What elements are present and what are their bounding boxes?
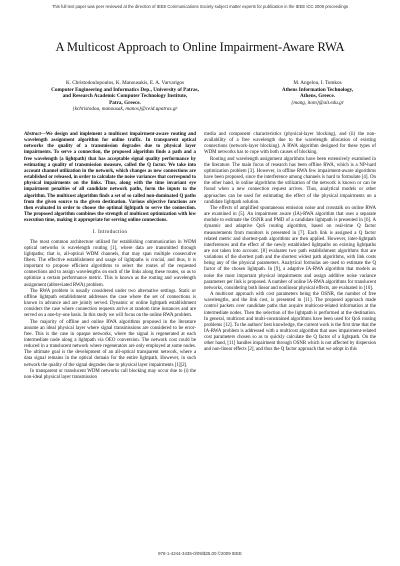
affiliation-right-1: Athens Information Technology, — [281, 86, 354, 93]
emails-left: {kchristodou, manousak, manos}@ceid.upatras.gr — [72, 106, 178, 112]
abstract-label: Abstract — [24, 132, 41, 137]
abstract: Abstract—We design and implement a multicost impairment-aware routing and wavelength assignment algorithm for online traffic. In transparent optical networks the quality of a transmission degrades due to physical layer impairments. To serve a connection, the proposed algorithm finds a path and a free wavelength (a lightpath) that has acceptable signal quality performance by estimating a quality of transmission measure, called the Q factor. We take into account channel utilization in the network, which changes as new connections are established or released, in order to calculate the noise variances that correspond to physical impairments on the links. Thus, along with the time invariant eye impairment penalties of all candidate network paths, form the inputs to the algorithm. The multicost algorithm finds a set of so called non-dominated Q paths from the given source to the given destination. Various objective functions are then evaluated in order to choose the optimal lightpath to serve the connection. The proposed algorithm combines the strength of multicost optimization with low execution time, making it appropriate for serving online connections. — [24, 132, 196, 224]
abstract-text: We design and implement a multicost impairment-aware routing and wavelength assignment algorithm for online traffic. In transparent optical networks the quality of a transmission degrades due to physical layer impairments. To serve a connection, the proposed algorithm finds a path and a free wavelength (a lightpath) that has acceptable signal quality performance by estimating a quality of transmission measure, called the Q factor. We take into account channel utilization in the network, which changes as new connections are established or released, in order to calculate the noise variances that correspond to physical impairments on the links. Thus, along with the time invariant eye impairment penalties of all candidate network paths, form the inputs to the algorithm. The multicost algorithm finds a set of so called non-dominated Q paths from the given source to the given destination. Various objective functions are then evaluated in order to choose the optimal lightpath to serve the connection. The proposed algorithm combines the strength of multicost optimization with low execution time, making it appropriate for serving online connections. — [24, 132, 196, 224]
authors-left — [15, 80, 235, 113]
left-column — [24, 132, 196, 381]
authors-right — [250, 80, 385, 106]
affiliation-left-1: Computer Engineering and Informatics Dep., University of Patras, — [51, 86, 199, 93]
paragraph: media and component characteristics (physical-layer blocking), and (ii) the non-availability of a free wavelength due to the wavelength allocation of existing connections (network-layer blocking). A RWA algorithm designed for these types of WDM networks has to cope with both causes of blocking. — [204, 132, 376, 156]
author-names-left: K. Christodoulopoulos, K. Manousakis, E. A. Varvarigos — [65, 80, 185, 86]
emails-right: {mang, itom}@ait.edu.gr — [291, 99, 344, 106]
affiliation-left-city: Patra, Greece. — [109, 99, 141, 106]
paragraph: In transparent or translucent WDM networks call blocking may occur due to (i) the non-ideal physical layer transmission — [24, 368, 196, 380]
paragraph: The effects of amplified spontaneous emission noise and crosstalk on online RWA are examined in [5]. An impairment aware (IA)-RWA algorithm that uses a separate module to estimate the OSNR and PMD of a candidate lightpath is presented in [6]. A dynamic and adaptive QoS routing algorithm, based on real-time Q factor measurements from monitors is presented in [7]. Each link is assigned a Q factor related metric and shortest-path algorithms are then applied. However, inter-lightpath interferences and the effect of the newly established lightpaths on existing lightpaths are not taken into account. [8] evaluates two path establishment algorithms that are variations of the shortest path and the shortest widest path algorithms, with link costs being any of the physical parameters. Analytical formulas are used to estimate the Q factor of the chosen lightpath. In [9], a adaptive IA-RWA algorithm that models as noise the most important physical impairments and assign additive noise variance parameters per link is proposed. A number of online IA-RWA algorithms for translucent networks, considering both linear and nonlinear physical effects, are evaluated in [10]. — [204, 205, 376, 291]
affiliation-right-city: Athens, Greece. — [300, 93, 335, 99]
header-note: This full text paper was peer reviewed at the direction of IEEE Communications Society subject matter experts for publication in the IEEE ICC 2009 proceedings — [51, 4, 349, 9]
paper-title: A Multicost Approach to Online Impairment-Aware RWA — [55, 40, 345, 54]
paragraph: The RWA problem is usually considered under two alternative settings. Static or offline lightpath establishment addresses the case where the set of connections is known in advance and are jointly served. Dynamic or online lightpath establishment considers the case where connection requests arrive at random time instances and are served on a one-by-one basis. In this study we will focus on the online RWA problem. — [24, 288, 196, 319]
paragraph: The majority of offline and online RWA algorithms proposed in the literature assume an ideal physical layer where signal transmissions are considered to be error-free. This is the case in opaque networks, where the signal is regenerated at each intermediate node along a lightpath via OEO conversion. The network cost could be reduced in a translucent network where regenerators are only employed at some nodes. The ultimate goal is the development of an all-optical transparent network, where a data signal remains in the optical domain for the entire lightpath. However, in such network the quality of the signal degrades due to physical layer impairments [1][2]. — [24, 319, 196, 368]
right-column — [204, 132, 376, 354]
author-names-right: M. Angelou, I. Tomkos — [293, 80, 342, 86]
paragraph: The most common architecture utilized for establishing communication in WDM optical networks is wavelength routing [1], where data are transmitted through lightpaths; that is, all-optical WDM channels, that may span multiple consecutive fibers. The effective establishment and usage of lightpaths is crucial, and thus, it is important to propose efficient algorithms to select the routes of the requested connections and to assign wavelengths on each of the links along these routes, so as to optimize a certain performance metric. This is known as the routing and wavelength assignment (abbreviated RWA) problem. — [24, 239, 196, 288]
paragraph: Routing and wavelength assignment algorithms have been extensively examined in the literature. The main focus of research has been offline RWA, which is a NP-hard optimization problem [3]. However, in offline RWA few impairment-aware algorithms have been proposed, since the interference among channels is hard to formulate [4]. On the other hand, in online algorithms the utilization of the network is known or can be found when a new connection request arrives. Thus, analytical models or other approaches can be used for estimating the effect of the physical impairments on a candidate lightpath solution. — [204, 156, 376, 205]
footer-copyright: 978-1-4244-3435-0/09/$25.00 ©2009 IEEE — [158, 551, 242, 556]
section-heading-introduction: I. Introduction — [92, 229, 128, 236]
paragraph: A multicost approach with cost parameters being the OSNR, the number of free wavelengths, and the link cost, is presented in [11]. The proposed approach made control packets over candidate paths that acquire multicost-related information at the intermediate nodes. Then the selection of the lightpath is performed at the destination. In general, multicost and multi-constrained algorithms have been used for QoS routing problems [12]. To the authors' best knowledge, the current work is the first time that the IA-RWA problem is addressed with a multicost algorithm that uses impairment-related cost parameters chosen so as to quickly calculate the Q factor of a lightpath. On the other hand, [11] handles impairment through OSNR which is not affected by dispersion and non-linear effects [2], and thus the Q factor approach that we adopt in this — [204, 292, 376, 353]
affiliation-left-2: and Research Academic Computer Technology Institute, — [62, 93, 188, 99]
